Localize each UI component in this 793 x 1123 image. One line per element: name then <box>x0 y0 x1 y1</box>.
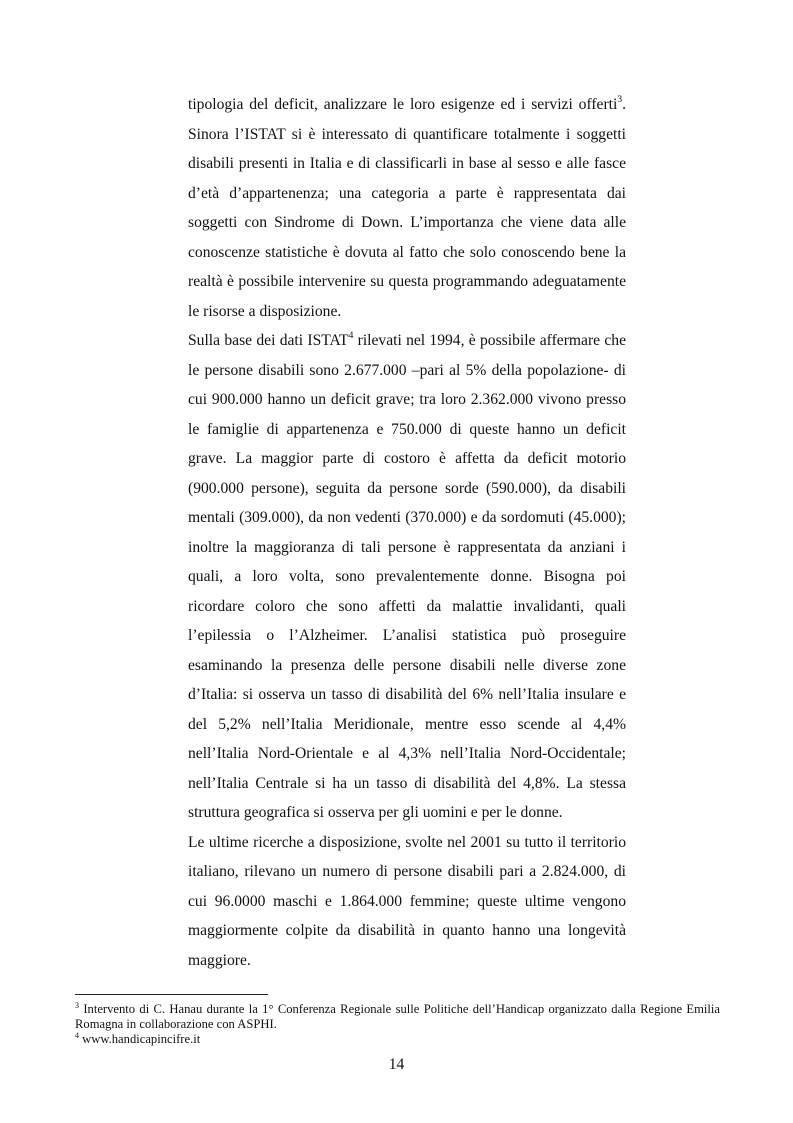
footnote-ref[interactable]: 3 <box>617 95 623 105</box>
paragraph-text: Sulla base dei dati ISTAT <box>188 332 349 349</box>
footnote-ref[interactable]: 4 <box>348 331 354 341</box>
paragraph-text: . Sinora l’ISTAT si è interessato di quantificare totalmente i soggetti disabili presenti in Italia e di classificarli in base al sesso e alle fasce d’età d’appartenenza; una categoria a parte è rappresentata dai soggetti con Sindrome di Down. L’importanza che viene data alle conoscenze statistiche è dovuta al fatto che solo conoscendo bene la realtà è possibile intervenire su questa programmando adeguatamente le risorse a disposizione. <box>188 96 626 320</box>
footnote-number: 4 <box>75 1031 79 1040</box>
paragraph-text: tipologia del deficit, analizzare le loro esigenze ed i servizi offerti <box>188 96 618 113</box>
footnote <box>75 1032 720 1047</box>
paragraph <box>188 326 626 828</box>
footnotes <box>75 1002 720 1047</box>
body-text <box>188 90 626 975</box>
paragraph: Le ultime ricerche a disposizione, svolte nel 2001 su tutto il territorio italiano, rilevano un numero di persone disabili pari a 2.824.000, di cui 96.0000 maschi e 1.864.000 femmine; queste ultime vengono maggiormente colpite da disabilità in quanto hanno una longevità maggiore. <box>188 833 626 969</box>
footnote <box>75 1002 720 1032</box>
paragraph <box>188 90 626 326</box>
footnote-separator <box>75 994 268 995</box>
paragraph-text: rilevati nel 1994, è possibile affermare che le persone disabili sono 2.677.000 –pari al 5% della popolazione- di cui 900.000 hanno un deficit grave; tra loro 2.362.000 vivono presso le famiglie di appartenenza e 750.000 di queste hanno un deficit grave. La maggior parte di costoro è affetta da deficit motorio (900.000 persone), seguita da persone sorde (590.000), da disabili mentali (309.000), da non vedenti (370.000) e da sordomuti (45.000); inoltre la maggioranza di tali persone è rappresentata da anziani i quali, a loro volta, sono prevalentemente donne. Bisogna poi ricordare coloro che sono affetti da malattie invalidanti, quali l’epilessia o l’Alzheimer. L’analisi statistica può proseguire esaminando la presenza delle persone disabili nelle diverse zone d’Italia: si osserva un tasso di disabilità del 6% nell’Italia insulare e del 5,2% nell’Italia Meridionale, mentre esso scende al 4,4% nell’Italia Nord-Orientale e al 4,3% nell’Italia Nord-Occidentale; nell’Italia Centrale si ha un tasso di disabilità del 4,8%. La stessa struttura geografica si osserva per gli uomini e per le donne. <box>188 332 626 821</box>
footnote-text[interactable]: www.handicapincifre.it <box>79 1032 201 1046</box>
footnote-text: Intervento di C. Hanau durante la 1° Conferenza Regionale sulle Politiche dell’Handicap organizzato dalla Regione Emilia Romagna in collaborazione con ASPHI. <box>75 1002 720 1031</box>
page-number: 14 <box>388 1056 405 1073</box>
footnote-number: 3 <box>75 1001 79 1010</box>
